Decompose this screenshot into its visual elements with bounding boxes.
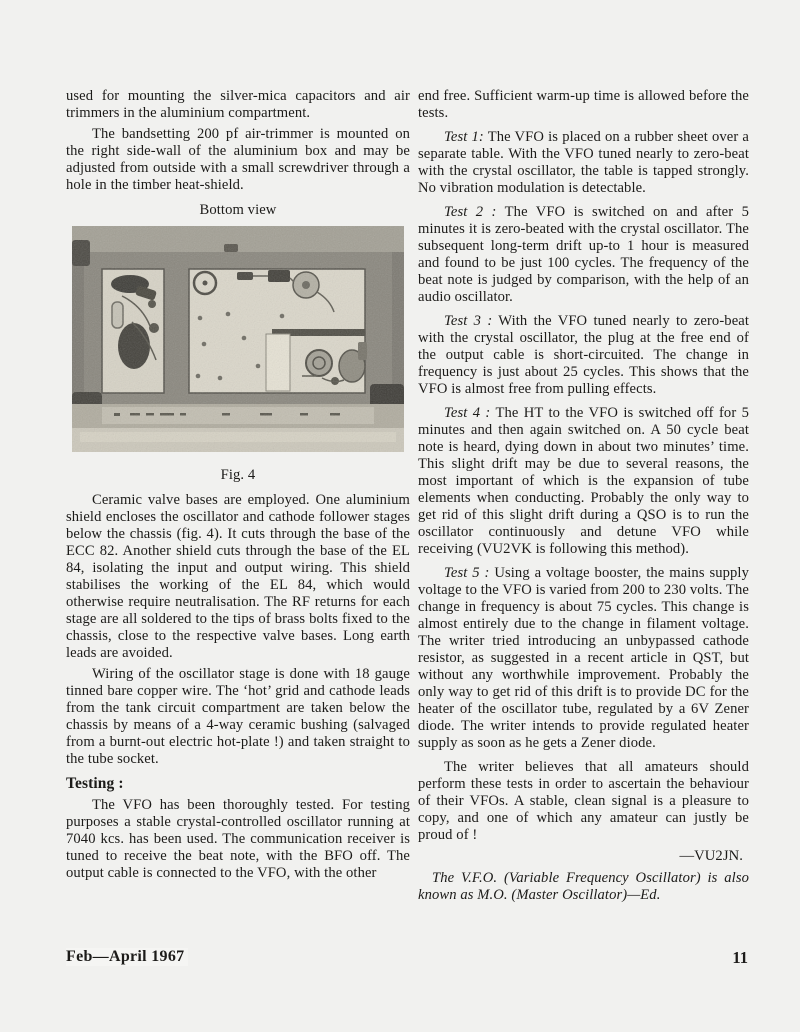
paragraph-writer-believes: The writer believes that all amateurs should perform these tests in order to ascertain the behaviour of their VFOs. A stable, clean signal is a pleasure to copy, and one of which any amateur can justly be proud of ! [418, 759, 749, 843]
editorial-note: The V.F.O. (Variable Frequency Oscillator) is also known as M.O. (Master Oscillator)—Ed. [418, 870, 749, 903]
test-4-paragraph [418, 405, 749, 558]
test-3-paragraph [418, 313, 749, 398]
page-number: 11 [732, 948, 748, 967]
author-callsign: —VU2JN. [679, 848, 743, 864]
test-2-paragraph [418, 204, 749, 306]
figure-label: Bottom view [199, 202, 277, 218]
test-5-text: Using a voltage booster, the mains supply voltage to the VFO is varied from 200 to 230 volts. The change in frequency is about 75 cycles. This change is almost entirely due to the change in filament voltage. The writer tried introducing an unbypassed cathode resistor, as suggested in a recent article in QST, but without any worthwhile improvement. Probably the only way to get rid of this drift is to provide DC for the heater of the oscillator tube, regulated by a 6V Zener diode. The writer intends to provide regulated heater supply as soon as he gets a Zener diode. [418, 565, 749, 751]
test-1-lead: Test 1: [444, 129, 484, 145]
test-3-text: With the VFO tuned nearly to zero-beat with the crystal oscillator, the plug at the free end of the output cable is short-circuited. The change in frequency is just about 25 cycles. This shows that the VFO is almost free from pulling effects. [418, 313, 750, 397]
right-column [418, 88, 749, 908]
test-2-text: The VFO is switched on and after 5 minutes it is zero-beated with the crystal oscillator. The subsequent long-term drift up-to 1 hour is measured and found to be just 100 cycles. The frequency of the beat note is judged by comparison, with the help of an audio oscillator. [418, 204, 749, 305]
paragraph-ceramic-bases: Ceramic valve bases are employed. One aluminium shield encloses the oscillator and cathode follower stages below the chassis (fig. 4). It cuts through the base of the ECC 82. Another shield cuts through the base of the EL 84, isolating the input and output wiring. This shield stabilises the working of the EL 84, which would otherwise require neutralisation. The RF returns for each stage are all soldered to the tips of brass bolts fixed to the chassis, close to the respective valve bases. Long earth leads are avoided. [66, 492, 410, 661]
testing-heading: Testing : [66, 775, 124, 792]
test-4-text: The HT to the VFO is switched off for 5 minutes and then again switched on. A 50 cycle beat note is heard, dying down in about two minutes’ time. This slight drift may be due to several reasons, the most important of which is the expansion of tube elements when conducting. Probably the only way to get rid of this slight drift during a QSO is to run the oscillator continuously and detune VFO while receiving (VU2VK is following this method). [418, 405, 749, 557]
chassis-photo-graphic [72, 226, 404, 452]
paragraph-wiring: Wiring of the oscillator stage is done with 18 gauge tinned bare copper wire. The ‘hot’ grid and cathode leads from the tank circuit compartment are taken below the chassis by means of a 4-way ceramic bushing (salvaged from a burnt-out electric hot-plate !) and taken straight to the tube socket. [66, 666, 410, 767]
paragraph-bandsetting: The bandsetting 200 pf air-trimmer is mounted on the right side-wall of the aluminium box and may be adjusted from outside with a small screwdriver through a hole in the timber heat-shield. [66, 126, 410, 193]
test-1-paragraph [418, 129, 749, 197]
left-column [66, 88, 410, 886]
test-5-lead: Test 5 : [444, 565, 490, 581]
figure-caption: Fig. 4 [220, 467, 256, 483]
chassis-bottom-view-photo [72, 226, 404, 452]
test-5-paragraph [418, 565, 749, 752]
paragraph-continuation: used for mounting the silver-mica capacitors and air trimmers in the aluminium compartment. [66, 88, 410, 121]
paragraph-end-free: end free. Sufficient warm-up time is allowed before the tests. [418, 88, 749, 121]
test-4-lead: Test 4 : [444, 405, 491, 421]
test-3-lead: Test 3 : [444, 313, 493, 329]
footer-issue-date: Feb—April 1967 [66, 948, 188, 966]
paragraph-vfo-tested: The VFO has been thoroughly tested. For testing purposes a stable crystal-controlled oscillator running at 7040 kcs. has been used. The communication receiver is tuned to receive the beat note, with the BFO off. The output cable is connected to the VFO, with the other [66, 797, 410, 881]
test-1-text: The VFO is placed on a rubber sheet over a separate table. With the VFO tuned nearly to zero-beat with the crystal oscillator, the table is tapped strongly. No vibration modulation is detectable. [418, 129, 749, 196]
test-2-lead: Test 2 : [444, 204, 497, 220]
